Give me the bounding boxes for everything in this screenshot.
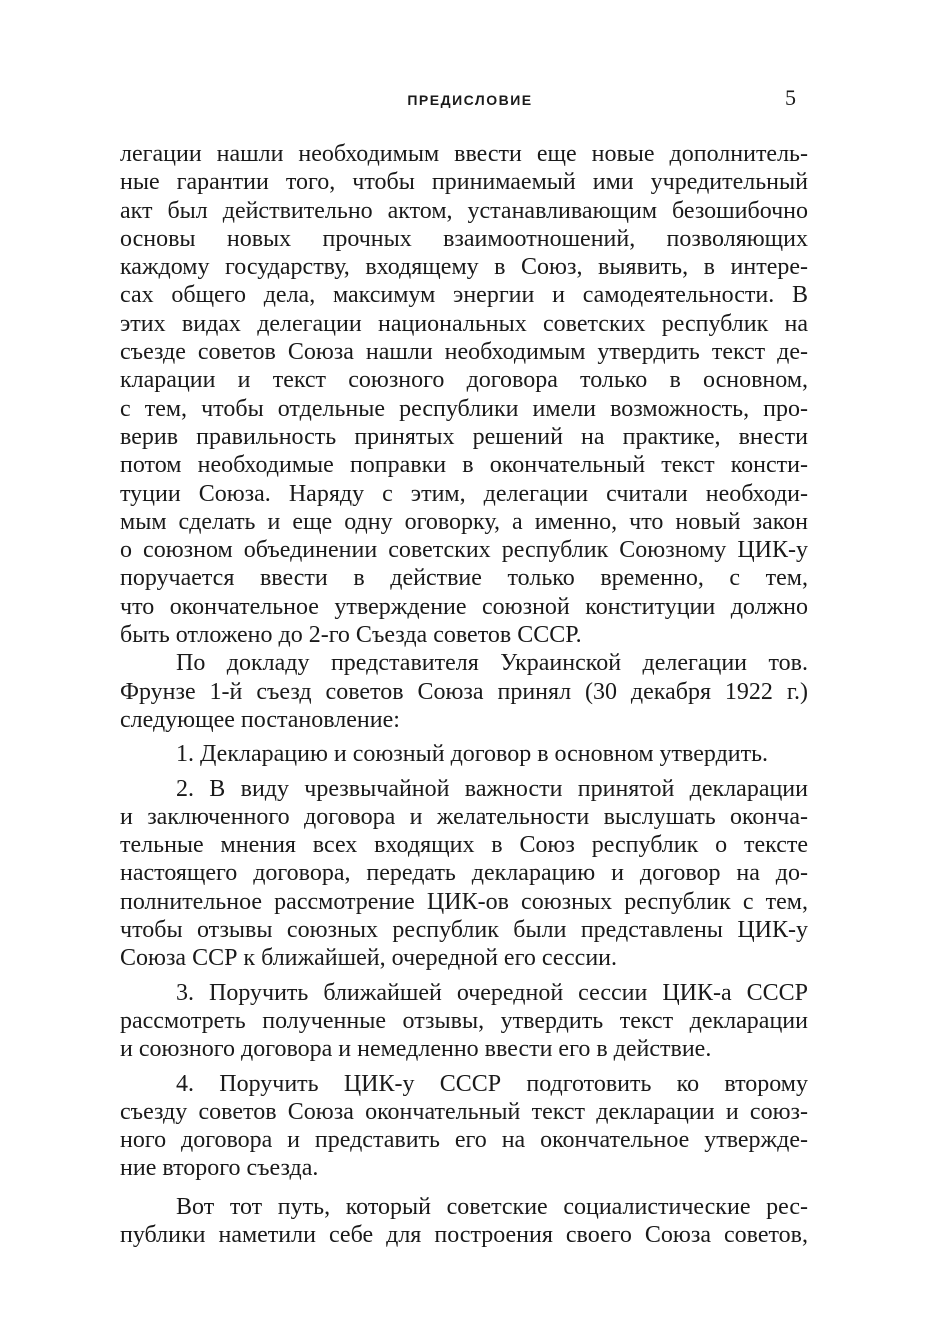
paragraph-end-line: следующее постановление: bbox=[120, 706, 400, 733]
text-line: с тем, чтобы отдельные республики имели возможность, про- bbox=[120, 395, 808, 422]
text-line: верив правильность принятых решений на практике, внести bbox=[120, 423, 808, 450]
text-line: сах общего дела, максимум энергии и самодеятельности. В bbox=[120, 282, 808, 309]
page-number: 5 bbox=[785, 85, 796, 110]
text-line: съезду советов Союза окончательный текст декларации и союз- bbox=[120, 1098, 808, 1125]
text-line: каждому государству, входящему в Союз, выявить, в интере- bbox=[120, 254, 808, 281]
page-body bbox=[120, 140, 808, 1249]
text-line: ного договора и представить его на окончательное утвержде- bbox=[120, 1127, 808, 1154]
page-header bbox=[120, 85, 820, 112]
paragraph-end-line: и союзного договора и немедленно ввести его в действие. bbox=[120, 1036, 712, 1063]
text-line: съезде советов Союза нашли необходимым утвердить текст де- bbox=[120, 339, 808, 366]
paragraph-end-line: быть отложено до 2-го Съезда советов СССР. bbox=[120, 622, 582, 649]
list-item-3-line: 3. Поручить ближайшей очередной сессии ЦИК-а СССР bbox=[176, 979, 808, 1006]
text-line: этих видах делегации национальных советских республик на bbox=[120, 310, 808, 337]
text-line: настоящего договора, передать декларацию и договор на до- bbox=[120, 860, 808, 887]
list-item-2-line: 2. В виду чрезвычайной важности принятой декларации bbox=[176, 775, 808, 802]
text-line: туции Союза. Наряду с этим, делегации считали необходи- bbox=[120, 480, 808, 507]
paragraph-end-line: Союза ССР к ближайшей, очередной его сессии. bbox=[120, 945, 618, 972]
text-line: чтобы отзывы союзных республик были представлены ЦИК-у bbox=[120, 917, 808, 944]
list-item-4-line: 4. Поручить ЦИК-у СССР подготовить ко второму bbox=[176, 1070, 808, 1097]
text-line: основы новых прочных взаимоотношений, позволяющих bbox=[120, 225, 808, 252]
text-line: тельные мнения всех входящих в Союз республик о тексте bbox=[120, 832, 808, 859]
text-line: что окончательное утверждение союзной конституции должно bbox=[120, 593, 808, 620]
paragraph-end-line: ние второго съезда. bbox=[120, 1155, 319, 1182]
running-title: ПРЕДИСЛОВИЕ bbox=[407, 92, 533, 108]
list-item-1-line: 1. Декларацию и союзный договор в основном утвердить. bbox=[176, 741, 769, 768]
text-line: кларации и текст союзного договора только в основном, bbox=[120, 367, 808, 394]
paragraph-start-line: По докладу представителя Украинской делегации тов. bbox=[176, 650, 808, 677]
text-line: мым сделать и еще одну оговорку, а именно, что новый закон bbox=[120, 508, 808, 535]
text-line: публики наметили себе для построения своего Союза советов, bbox=[120, 1221, 808, 1248]
text-line: поручается ввести в действие только временно, с тем, bbox=[120, 565, 808, 592]
text-line: ные гарантии того, чтобы принимаемый ими учредительный bbox=[120, 169, 808, 196]
text-line: о союзном объединении советских республик Союзному ЦИК-у bbox=[120, 537, 808, 564]
text-line: легации нашли необходимым ввести еще новые дополнитель- bbox=[120, 141, 808, 167]
text-line: потом необходимые поправки в окончательный текст консти- bbox=[120, 452, 808, 479]
paragraph-start-line: Вот тот путь, который советские социалистические рес- bbox=[176, 1193, 808, 1220]
text-line: и заключенного договора и желательности выслушать оконча- bbox=[120, 803, 808, 830]
text-line: акт был действительно актом, устанавливающим безошибочно bbox=[120, 197, 808, 224]
text-line: Фрунзе 1-й съезд советов Союза принял (30 декабря 1922 г.) bbox=[120, 678, 808, 705]
text-line: полнительное рассмотрение ЦИК-ов союзных республик с тем, bbox=[120, 888, 808, 915]
text-line: рассмотреть полученные отзывы, утвердить текст декларации bbox=[120, 1007, 808, 1034]
